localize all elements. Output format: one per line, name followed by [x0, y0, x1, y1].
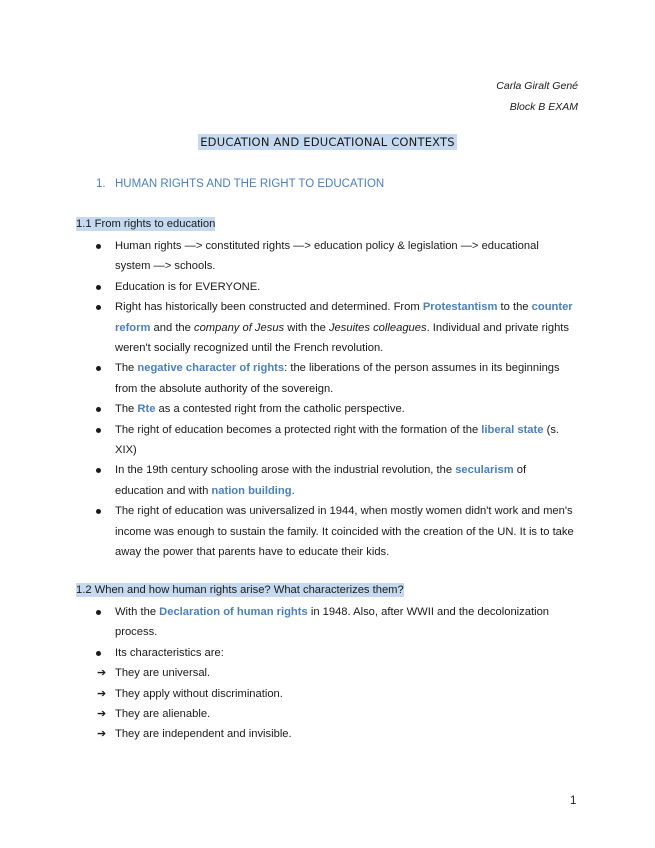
- keyword: Protestantism: [422, 301, 498, 314]
- heading-1-number: 1.: [96, 178, 106, 190]
- text-run: The right of education becomes a protected right with the formation of the: [115, 423, 482, 436]
- keyword: counter reform: [115, 301, 573, 334]
- heading-1-text: HUMAN RIGHTS AND THE RIGHT TO EDUCATION: [115, 178, 385, 190]
- list-item-text: Education is for EVERYONE.: [115, 280, 261, 293]
- list-item-text: They apply without discrimination.: [115, 687, 283, 700]
- list-item-text: They are universal.: [115, 667, 211, 680]
- arrow-right-icon: ➔: [97, 728, 107, 741]
- section-2-list: [0, 602, 575, 745]
- document-title: EDUCATION AND EDUCATIONAL CONTEXTS: [200, 135, 455, 149]
- list-item: [0, 684, 575, 704]
- italic-term: Jesuites colleagues: [328, 321, 427, 334]
- keyword: nation building: [211, 484, 292, 497]
- section-1-heading-text: 1.1 From rights to education: [76, 218, 216, 230]
- list-item: [0, 420, 575, 461]
- list-item: [0, 358, 575, 399]
- list-item: [0, 460, 575, 501]
- text-run: : the liberations of the person assumes in its beginnings from the absolute authority of the sovereign.: [115, 362, 560, 395]
- keyword: Declaration of human rights: [159, 606, 308, 618]
- text-run: . Individual and private rights weren't socially recognized until the French revolution.: [115, 321, 569, 355]
- list-item: [0, 643, 575, 663]
- list-item: [0, 399, 575, 419]
- list-item: [0, 297, 575, 358]
- section-1-heading: [76, 218, 215, 230]
- list-item: [0, 277, 575, 297]
- text-run: Right has historically been constructed and determined. From: [115, 301, 423, 314]
- text-run: With the: [115, 606, 160, 618]
- list-item-text: The right of education was universalized in 1944, when mostly women didn't work and men's income was enough to sustain the family. It coincided with the creation of the UN. It is to take away the power that parents have to educate their kids.: [115, 505, 574, 559]
- arrow-right-icon: ➔: [97, 687, 107, 700]
- heading-1: [96, 178, 384, 190]
- keyword: secularism: [455, 464, 514, 477]
- text-run: with the: [284, 321, 329, 334]
- keyword: negative character of rights: [137, 362, 285, 375]
- list-item: [0, 602, 575, 643]
- keyword: Rte: [137, 403, 156, 416]
- section-2-heading: [76, 584, 404, 596]
- exam-label: Block B EXAM: [509, 101, 578, 113]
- text-run: of education and with: [115, 464, 527, 497]
- list-item-text: They are independent and invisible.: [115, 728, 292, 741]
- author-name: Carla Giralt Gené: [496, 80, 578, 92]
- text-run: .: [291, 484, 295, 497]
- list-item-text: Human rights —> constituted rights —> education policy & legislation —> educational system —> schools.: [115, 240, 539, 273]
- text-run: to the: [497, 301, 532, 314]
- list-item: [0, 724, 575, 744]
- section-1-list: [0, 236, 575, 563]
- arrow-right-icon: ➔: [97, 667, 107, 680]
- list-item: [0, 501, 575, 562]
- text-run: The: [115, 362, 138, 375]
- list-item: [0, 663, 575, 683]
- text-run: in 1948. Also, after WWII and the decolonization process.: [115, 606, 550, 639]
- text-run: The: [115, 403, 138, 416]
- title-wrap: [0, 133, 655, 151]
- author-block: [496, 76, 578, 118]
- text-run: and the: [150, 321, 194, 334]
- arrow-right-icon: ➔: [97, 708, 107, 721]
- page-number: 1: [570, 795, 577, 807]
- text-run: In the 19th century schooling arose with the industrial revolution, the: [115, 464, 456, 477]
- italic-term: company of Jesus: [193, 321, 285, 334]
- text-run: as a contested right from the catholic perspective.: [155, 403, 405, 416]
- list-item-text: Its characteristics are:: [115, 646, 224, 659]
- list-item-text: They are alienable.: [115, 708, 211, 721]
- section-2-heading-text: 1.2 When and how human rights arise? What characterizes them?: [76, 584, 404, 596]
- list-item: [0, 704, 575, 724]
- list-item: [0, 236, 575, 277]
- text-run: (s. XIX): [115, 423, 560, 457]
- keyword: liberal state: [481, 423, 544, 436]
